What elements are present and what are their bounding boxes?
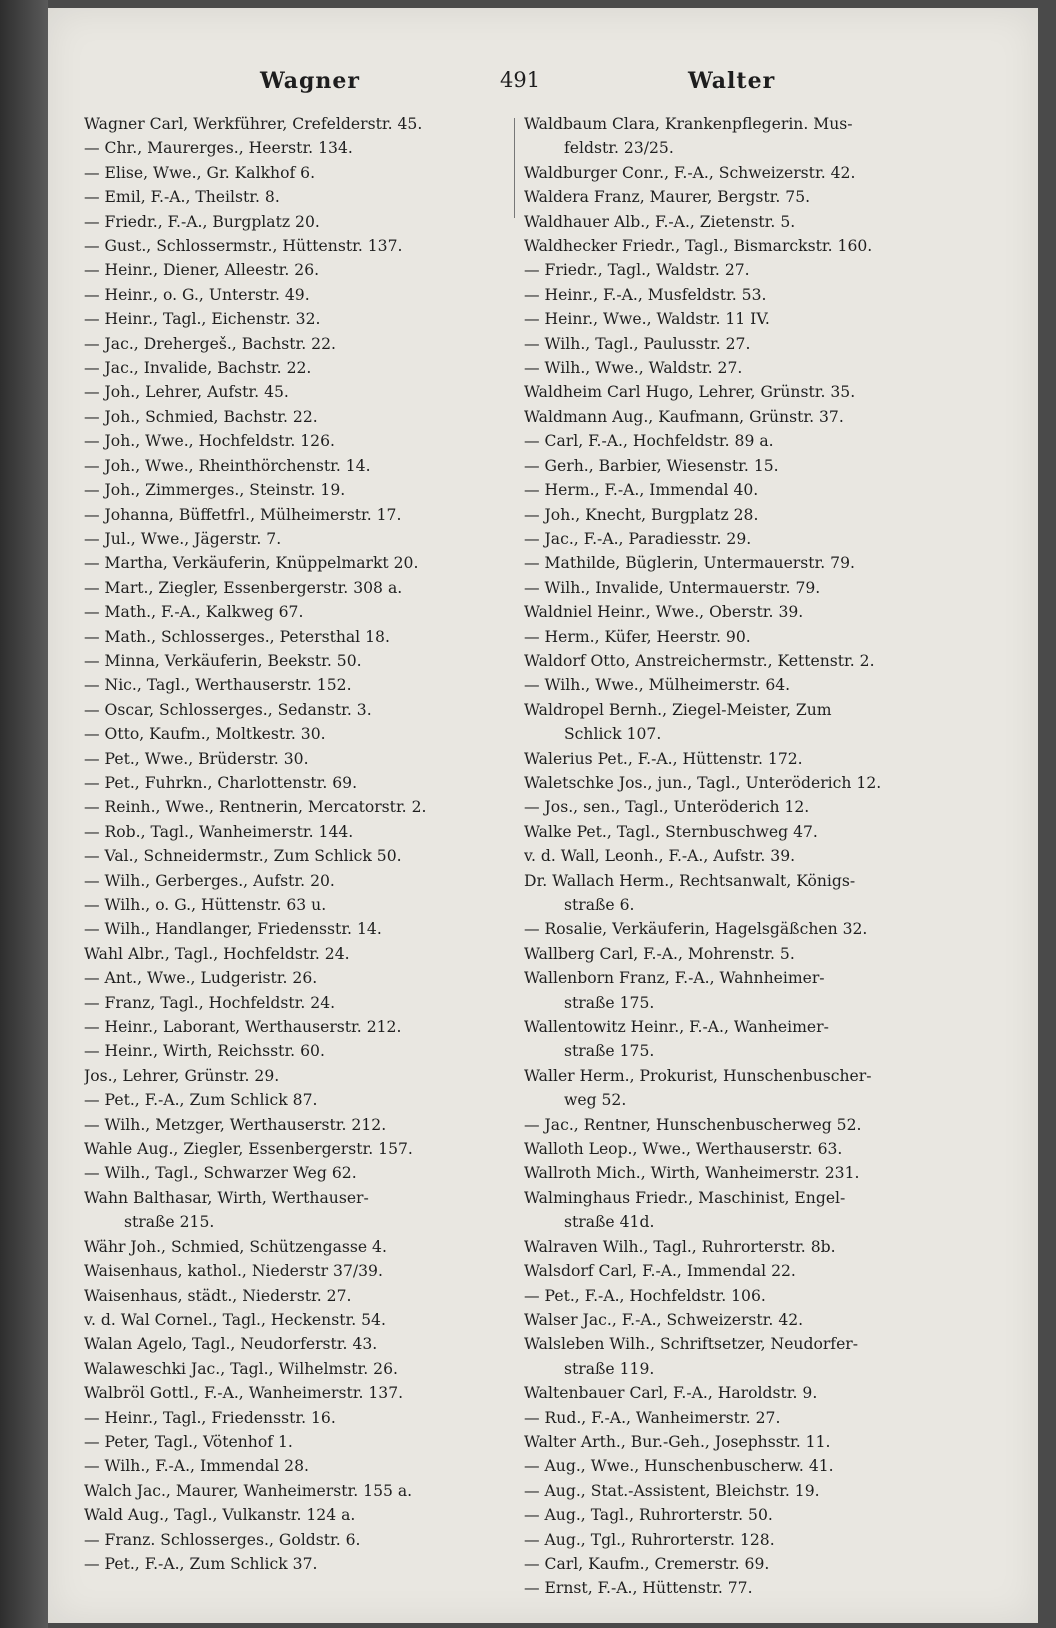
right-column-entry: — Aug., Tgl., Ruhrorterstr. 128. — [524, 1530, 775, 1549]
left-column-entry: — Joh., Wwe., Rheinthörchenstr. 14. — [84, 456, 371, 475]
left-column-entry: — Wilh., Gerberges., Aufstr. 20. — [84, 871, 335, 890]
left-column-entry: — Gust., Schlossermstr., Hüttenstr. 137. — [84, 237, 403, 256]
right-column-entry: — Joh., Knecht, Burgplatz 28. — [524, 505, 759, 524]
right-column-entry: — Jac., F.-A., Paradiesstr. 29. — [524, 529, 752, 548]
left-column-entry: — Minna, Verkäuferin, Beekstr. 50. — [84, 651, 362, 670]
right-column-entry: straße 119. — [564, 1359, 655, 1378]
right-column-entry: — Gerh., Barbier, Wiesenstr. 15. — [524, 456, 779, 475]
left-column-entry: — Val., Schneidermstr., Zum Schlick 50. — [84, 847, 402, 866]
right-column-entry: — Herm., F.-A., Immendal 40. — [524, 481, 759, 500]
page-header — [48, 68, 1038, 102]
right-column-entry: Walerius Pet., F.-A., Hüttenstr. 172. — [524, 749, 803, 768]
left-column-entry: — Wilh., Handlanger, Friedensstr. 14. — [84, 920, 382, 939]
left-column-entry: straße 215. — [124, 1213, 215, 1232]
left-column-entry: — Emil, F.-A., Theilstr. 8. — [84, 188, 280, 207]
right-column-entry: Walraven Wilh., Tagl., Ruhrorterstr. 8b. — [524, 1237, 836, 1256]
left-column-entry: — Otto, Kaufm., Moltkestr. 30. — [84, 725, 326, 744]
left-column-entry: — Wilh., F.-A., Immendal 28. — [84, 1457, 309, 1476]
left-column-entry: Walaweschki Jac., Tagl., Wilhelmstr. 26. — [84, 1359, 398, 1378]
left-column-entry: — Heinr., Wirth, Reichsstr. 60. — [84, 1042, 325, 1061]
right-column-entry: Wallroth Mich., Wirth, Wanheimerstr. 231. — [524, 1164, 860, 1183]
right-column-entry: Walminghaus Friedr., Maschinist, Engel- — [524, 1188, 846, 1207]
left-column-entry: — Wilh., Tagl., Schwarzer Weg 62. — [84, 1164, 357, 1183]
left-column-entry: — Franz. Schlosserges., Goldstr. 6. — [84, 1530, 361, 1549]
right-column-entry: — Pet., F.-A., Hochfeldstr. 106. — [524, 1286, 766, 1305]
right-column-entry: Waldera Franz, Maurer, Bergstr. 75. — [524, 188, 811, 207]
left-column-entry: — Jul., Wwe., Jägerstr. 7. — [84, 529, 282, 548]
left-column-entry: — Rob., Tagl., Wanheimerstr. 144. — [84, 822, 354, 841]
left-column-entry: — Math., Schlosserges., Petersthal 18. — [84, 627, 390, 646]
left-column-entry: Jos., Lehrer, Grünstr. 29. — [84, 1066, 280, 1085]
right-column-entry: Waletschke Jos., jun., Tagl., Unteröderich 12. — [524, 773, 882, 792]
left-column-entry: — Pet., F.-A., Zum Schlick 87. — [84, 1091, 318, 1110]
right-column-entry: Walsleben Wilh., Schriftsetzer, Neudorfer- — [524, 1335, 859, 1354]
left-column-entry: v. d. Wal Cornel., Tagl., Heckenstr. 54. — [84, 1310, 386, 1329]
right-column-entry: — Mathilde, Büglerin, Untermauerstr. 79. — [524, 554, 855, 573]
right-running-head: Walter — [688, 68, 776, 94]
page-number: 491 — [500, 68, 541, 92]
right-column-entry: feldstr. 23/25. — [564, 139, 674, 158]
right-column-entry: — Aug., Tagl., Ruhrorterstr. 50. — [524, 1506, 773, 1525]
right-column-entry: — Herm., Küfer, Heerstr. 90. — [524, 627, 751, 646]
directory-page — [48, 8, 1038, 1623]
left-column-entry: — Pet., F.-A., Zum Schlick 37. — [84, 1554, 318, 1573]
left-column-entry: — Elise, Wwe., Gr. Kalkhof 6. — [84, 163, 316, 182]
left-column-entry: — Peter, Tagl., Vötenhof 1. — [84, 1432, 293, 1451]
right-column-entry: Waldheim Carl Hugo, Lehrer, Grünstr. 35. — [524, 383, 856, 402]
right-column-entry: — Aug., Wwe., Hunschenbuscherw. 41. — [524, 1457, 834, 1476]
left-column-entry: Waisenhaus, kathol., Niederstr 37/39. — [84, 1262, 383, 1281]
right-column-entry: Wallberg Carl, F.-A., Mohrenstr. 5. — [524, 944, 795, 963]
left-column-entry: — Heinr., Tagl., Friedensstr. 16. — [84, 1408, 336, 1427]
right-column-entry: straße 175. — [564, 993, 655, 1012]
left-column-entry: — Math., F.-A., Kalkweg 67. — [84, 603, 304, 622]
left-column-entry: — Johanna, Büffetfrl., Mülheimerstr. 17. — [84, 505, 402, 524]
left-running-head: Wagner — [260, 68, 361, 94]
left-column-entry: — Heinr., Diener, Alleestr. 26. — [84, 261, 320, 280]
right-column-entry: — Rud., F.-A., Wanheimerstr. 27. — [524, 1408, 781, 1427]
left-column-entry: Wald Aug., Tagl., Vulkanstr. 124 a. — [84, 1506, 356, 1525]
left-column-entry: — Franz, Tagl., Hochfeldstr. 24. — [84, 993, 336, 1012]
left-column-entry: — Oscar, Schlosserges., Sedanstr. 3. — [84, 700, 372, 719]
left-column-entry: Wahle Aug., Ziegler, Essenbergerstr. 157. — [84, 1140, 413, 1159]
left-column-entry: — Wilh., o. G., Hüttenstr. 63 u. — [84, 896, 327, 914]
right-column-entry: Waldniel Heinr., Wwe., Oberstr. 39. — [524, 603, 804, 622]
right-column-entry: v. d. Wall, Leonh., F.-A., Aufstr. 39. — [524, 847, 796, 866]
left-column — [84, 112, 536, 1576]
right-column-entry: — Wilh., Wwe., Mülheimerstr. 64. — [524, 676, 791, 695]
right-column-entry: — Jac., Rentner, Hunschenbuscherweg 52. — [524, 1115, 862, 1134]
left-column-entry: Wahn Balthasar, Wirth, Werthauser- — [84, 1188, 369, 1207]
right-column-entry: — Wilh., Invalide, Untermauerstr. 79. — [524, 578, 821, 597]
right-column-entry: straße 41d. — [564, 1213, 655, 1232]
left-column-entry: — Heinr., Laborant, Werthauserstr. 212. — [84, 1018, 402, 1037]
left-column-entry: — Martha, Verkäuferin, Knüppelmarkt 20. — [84, 554, 419, 573]
left-column-entry: Wahl Albr., Tagl., Hochfeldstr. 24. — [84, 944, 350, 963]
left-column-entry: — Heinr., Tagl., Eichenstr. 32. — [84, 310, 321, 329]
left-column-entry: — Reinh., Wwe., Rentnerin, Mercatorstr. 2. — [84, 798, 427, 817]
left-column-entry: — Joh., Lehrer, Aufstr. 45. — [84, 383, 289, 402]
left-column-entry: Wagner Carl, Werkführer, Crefelderstr. 45. — [84, 115, 423, 133]
right-column-entry: — Wilh., Wwe., Waldstr. 27. — [524, 359, 743, 378]
right-column-entry: Waller Herm., Prokurist, Hunschenbuscher- — [524, 1066, 872, 1085]
right-column-entry: Waldropel Bernh., Ziegel-Meister, Zum — [524, 700, 832, 719]
right-column-entry: Walloth Leop., Wwe., Werthauserstr. 63. — [524, 1140, 843, 1159]
left-column-entry: — Pet., Fuhrkn., Charlottenstr. 69. — [84, 773, 358, 792]
left-column-entry: — Jac., Invalide, Bachstr. 22. — [84, 359, 312, 378]
left-column-entry: — Mart., Ziegler, Essenbergerstr. 308 a. — [84, 578, 403, 597]
right-column-entry: Walsdorf Carl, F.-A., Immendal 22. — [524, 1262, 796, 1281]
right-column-entry: — Friedr., Tagl., Waldstr. 27. — [524, 261, 750, 280]
right-column-entry: Waldhecker Friedr., Tagl., Bismarckstr. 160. — [524, 237, 873, 256]
right-column-entry: Waldhauer Alb., F.-A., Zietenstr. 5. — [524, 212, 796, 231]
right-column-entry: — Aug., Stat.-Assistent, Bleichstr. 19. — [524, 1481, 820, 1500]
right-column-entry: Walser Jac., F.-A., Schweizerstr. 42. — [524, 1310, 804, 1329]
left-column-entry: — Chr., Maurerges., Heerstr. 134. — [84, 139, 353, 158]
right-column-entry: — Ernst, F.-A., Hüttenstr. 77. — [524, 1579, 753, 1598]
right-column-entry: — Carl, Kaufm., Cremerstr. 69. — [524, 1554, 770, 1573]
left-column-entry: — Jac., Drehergeš., Bachstr. 22. — [84, 334, 336, 353]
left-column-entry: — Ant., Wwe., Ludgeristr. 26. — [84, 969, 318, 988]
right-column-entry: — Heinr., Wwe., Waldstr. 11 IV. — [524, 310, 770, 329]
right-column-entry: Waldorf Otto, Anstreichermstr., Kettenstr. 2. — [524, 651, 875, 670]
left-column-entry: — Joh., Wwe., Hochfeldstr. 126. — [84, 432, 335, 451]
left-column-entry: Walch Jac., Maurer, Wanheimerstr. 155 a. — [84, 1481, 413, 1500]
right-column-entry: straße 6. — [564, 896, 635, 914]
right-column-entry: — Jos., sen., Tagl., Unteröderich 12. — [524, 798, 810, 817]
right-column-entry: Waltenbauer Carl, F.-A., Haroldstr. 9. — [524, 1384, 818, 1403]
right-column-entry: Walter Arth., Bur.-Geh., Josephsstr. 11. — [524, 1432, 831, 1451]
left-column-entry: — Nic., Tagl., Werthauserstr. 152. — [84, 676, 352, 695]
right-column-entry: — Wilh., Tagl., Paulusstr. 27. — [524, 334, 751, 353]
left-column-entry: — Heinr., o. G., Unterstr. 49. — [84, 285, 310, 304]
left-column-entry: Walan Agelo, Tagl., Neudorferstr. 43. — [84, 1335, 378, 1354]
right-column-entry: — Carl, F.-A., Hochfeldstr. 89 a. — [524, 432, 774, 451]
right-column-entry: — Heinr., F.-A., Musfeldstr. 53. — [524, 285, 767, 304]
right-column-entry: Wallentowitz Heinr., F.-A., Wanheimer- — [524, 1018, 829, 1037]
right-column-entry: Waldbaum Clara, Krankenpflegerin. Mus- — [524, 115, 853, 133]
right-column-entry: Schlick 107. — [564, 725, 662, 744]
right-column-entry: Dr. Wallach Herm., Rechtsanwalt, Königs- — [524, 871, 856, 890]
left-column-entry: — Joh., Zimmerges., Steinstr. 19. — [84, 481, 346, 500]
right-column-entry: Waldmann Aug., Kaufmann, Grünstr. 37. — [524, 407, 844, 426]
right-column-entry: Waldburger Conr., F.-A., Schweizerstr. 42. — [524, 163, 856, 182]
right-column-entry: weg 52. — [564, 1091, 627, 1110]
left-column-entry: Walbröl Gottl., F.-A., Wanheimerstr. 137. — [84, 1384, 404, 1403]
right-column-entry: — Rosalie, Verkäuferin, Hagelsgäßchen 32. — [524, 920, 868, 939]
left-column-entry: — Wilh., Metzger, Werthauserstr. 212. — [84, 1115, 387, 1134]
right-column-entry: Wallenborn Franz, F.-A., Wahnheimer- — [524, 969, 825, 988]
left-column-entry: Währ Joh., Schmied, Schützengasse 4. — [84, 1237, 387, 1256]
right-column-entry: straße 175. — [564, 1042, 655, 1061]
left-column-entry: Waisenhaus, städt., Niederstr. 27. — [84, 1286, 352, 1305]
right-column — [524, 112, 1010, 1601]
scan-edge-shadow — [0, 0, 48, 1628]
left-column-entry: — Pet., Wwe., Brüderstr. 30. — [84, 749, 309, 768]
left-column-entry: — Joh., Schmied, Bachstr. 22. — [84, 407, 318, 426]
left-column-entry: — Friedr., F.-A., Burgplatz 20. — [84, 212, 320, 231]
right-column-entry: Walke Pet., Tagl., Sternbuschweg 47. — [524, 822, 818, 841]
